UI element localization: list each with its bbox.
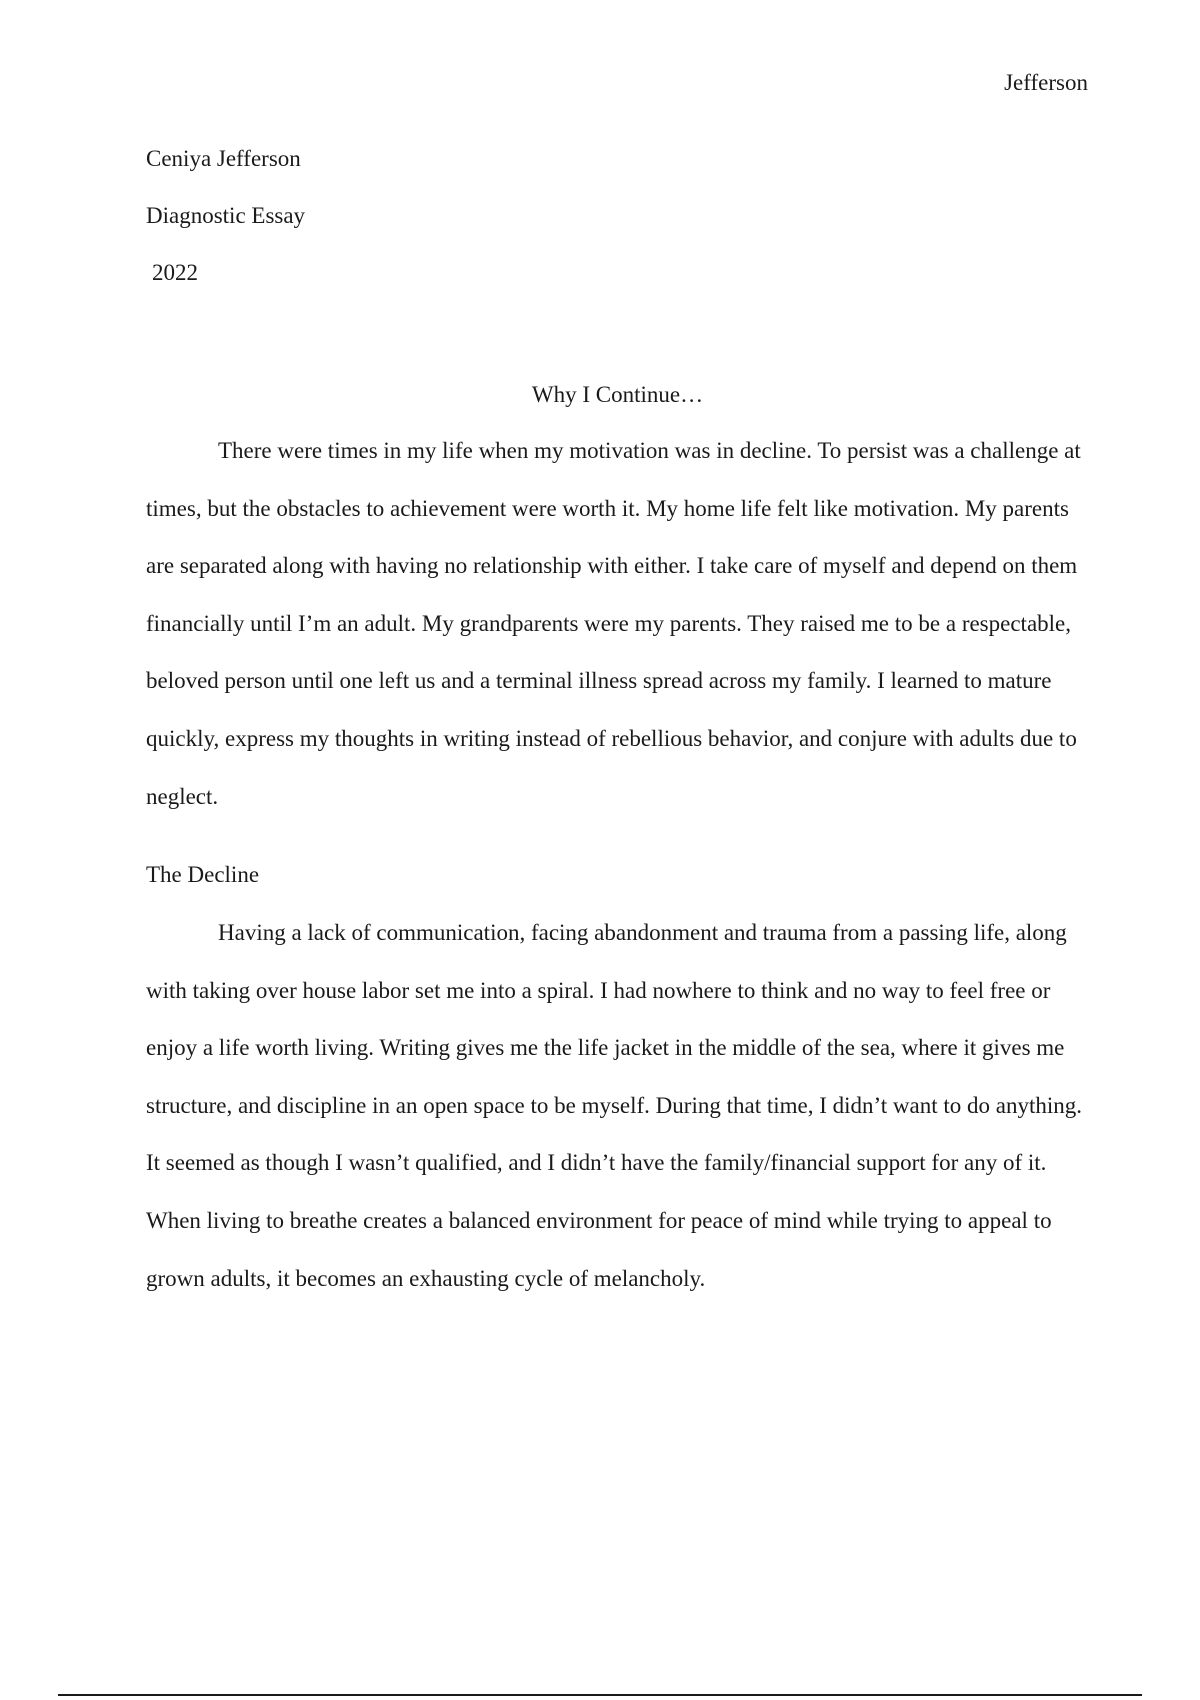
essay-date: 2022: [152, 260, 198, 285]
essay-title: Why I Continue…: [531, 382, 704, 407]
body-paragraph-1: There were times in my life when my motivation was in decline. To persist was a challenge at times, but the obstacles to achievement were worth it. My home life felt like motivation. My parents are separated along with having no relationship with either. I take care of myself and depend on them financially until I’m an adult. My grandparents were my parents. They raised me to be a respectable, beloved person until one left us and a terminal illness spread across my family. I learned to mature quickly, express my thoughts in writing instead of rebellious behavior, and conjure with adults due to neglect.: [146, 438, 1081, 809]
author-name: Ceniya Jefferson: [146, 146, 301, 171]
running-head: Jefferson: [1004, 70, 1088, 95]
section-heading: The Decline: [146, 862, 260, 887]
mla-heading-block: [146, 144, 305, 315]
body-paragraph-2: Having a lack of communication, facing abandonment and trauma from a passing life, along with taking over house labor set me into a spiral. I had nowhere to think and no way to feel free or enjoy a life worth living. Writing gives me the life jacket in the middle of the sea, where it gives me structure, and discipline in an open space to be myself. During that time, I didn’t want to do anything. It seemed as though I wasn’t qualified, and I didn’t have the family/financial support for any of it. When living to breathe creates a balanced environment for peace of mind while trying to appeal to grown adults, it becomes an exhausting cycle of melancholy.: [146, 920, 1082, 1291]
course-title: Diagnostic Essay: [146, 203, 306, 228]
page-bottom-rule: [58, 1694, 1142, 1696]
